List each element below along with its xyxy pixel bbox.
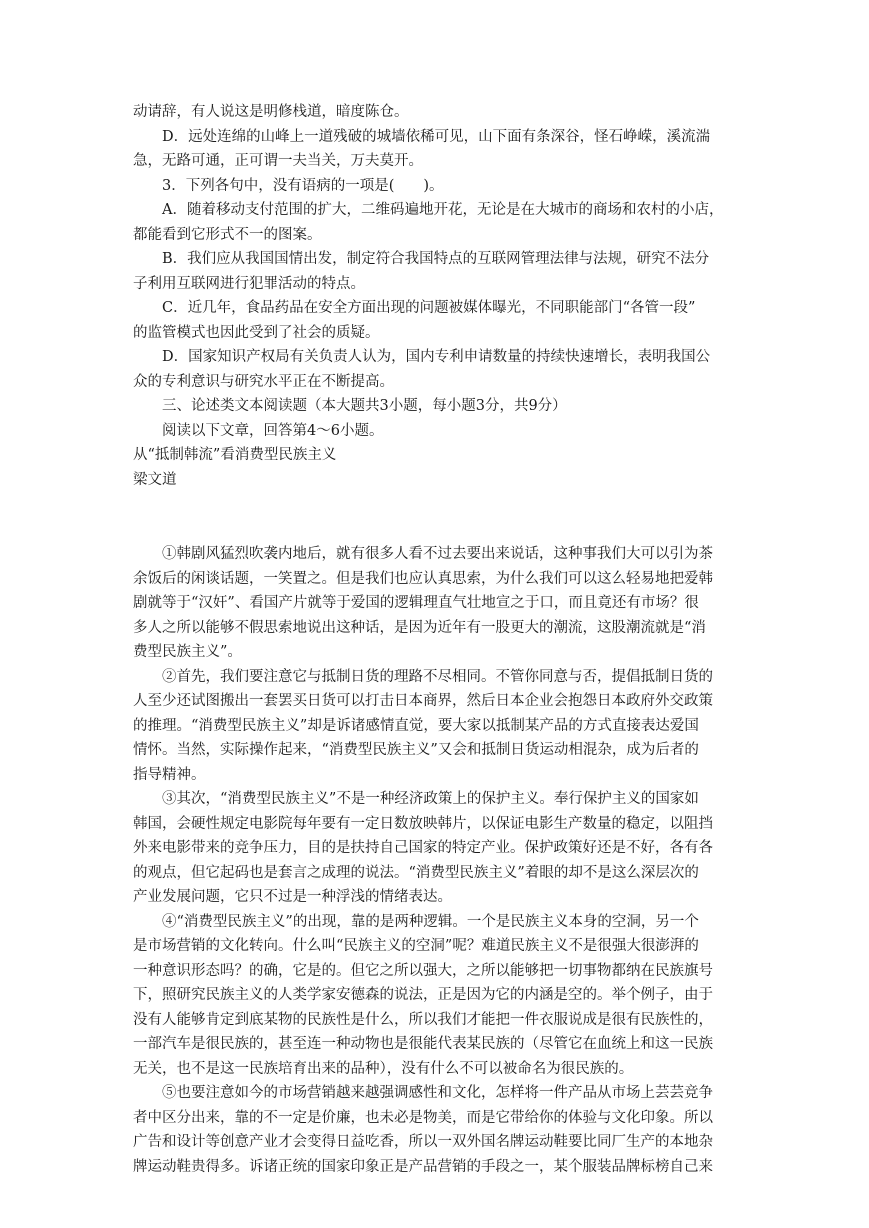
text-line: 是市场营销的文化转向。什么叫“民族主义的空洞”呢？难道民族主义不是很强大很澎湃的 xyxy=(133,938,699,954)
text-line: 人至少还试图搬出一套罢买日货可以打击日本商界，然后日本企业会抱怨日本政府外交政策 xyxy=(133,693,713,709)
text-line: 的观点，但它起码也是套言之成理的说法。“消费型民族主义”着眼的却不是这么深层次的 xyxy=(133,864,699,881)
text-line: 牌运动鞋贵得多。诉诸正统的国家印象正是产品营销的手段之一，某个服装品牌标榜自己来 xyxy=(133,1158,713,1175)
text-line: 一种意识形态吗？的确，它是的。但它之所以强大，之所以能够把一切事物都纳在民族旗号 xyxy=(133,962,713,979)
text-line: 的监管模式也因此受到了社会的质疑。 xyxy=(133,324,380,341)
article-body xyxy=(133,542,739,1179)
text-line: ③其次，“消费型民族主义”不是一种经济政策上的保护主义。奉行保护主义的国家如 xyxy=(162,791,699,807)
text-line: ①韩剧风猛烈吹袭内地后，就有很多人看不过去要出来说话，这种事我们大可以引为茶 xyxy=(162,546,713,562)
text-line: D．国家知识产权局有关负责人认为，国内专利申请数量的持续快速增长，表明我国公 xyxy=(162,349,711,365)
text-line: 的推理。“消费型民族主义”却是诉诸感情直觉，要大家以抵制某产品的方式直接表达爱国 xyxy=(133,717,699,734)
text-line: D．远处连绵的山峰上一道残破的城墙依稀可见，山下面有条深谷，怪石峥嵘，溪流湍 xyxy=(162,128,711,145)
text-line: 多人之所以能够不假思索地说出这种话，是因为近年有一股更大的潮流，这股潮流就是“消 xyxy=(133,619,706,636)
text-line: B．我们应从我国国情出发，制定符合我国特点的互联网管理法律与法规，研究不法分 xyxy=(162,251,710,267)
text-line: 外来电影带来的竞争压力，目的是扶持自己国家的特定产业。保护政策好还是不好，各有各 xyxy=(133,840,713,856)
text-line: 一部汽车是很民族的，甚至连一种动物也是很能代表某民族的（尽管它在血统上和这一民族 xyxy=(133,1036,713,1052)
text-line: 阅读以下文章，回答第4～6小题。 xyxy=(162,422,384,439)
text-line: 动请辞，有人说这是明修栈道，暗度陈仓。 xyxy=(133,104,409,120)
text-line: C．近几年，食品药品在安全方面出现的问题被媒体曝光，不同职能部门“各管一段” xyxy=(162,300,696,316)
text-line: 广告和设计等创意产业才会变得日益吃香，所以一双外国名牌运动鞋要比同厂生产的本地杂 xyxy=(133,1134,713,1150)
text-line: 众的专利意识与研究水平正在不断提高。 xyxy=(133,373,394,390)
text-line: 急，无路可通，正可谓一夫当关，万夫莫开。 xyxy=(133,153,423,169)
text-line: 子利用互联网进行犯罪活动的特点。 xyxy=(133,275,365,292)
text-line: A．随着移动支付范围的扩大，二维码遍地开花，无论是在大城市的商场和农村的小店， xyxy=(162,202,724,218)
text-line: 韩国，会硬性规定电影院每年要有一定日数放映韩片，以保证电影生产数量的稳定，以阻挡 xyxy=(133,815,713,832)
section-gap xyxy=(133,492,739,542)
text-line: 者中区分出来，靠的不一定是价廉，也未必是物美，而是它带给你的体验与文化印象。所以 xyxy=(133,1109,713,1126)
text-line: ②首先，我们要注意它与抵制日货的理路不尽相同。不管你同意与否，提倡抵制日货的 xyxy=(162,668,713,685)
text-line: 剧就等于“汉奸”、看国产片就等于爱国的逻辑理直气壮地宣之于口，而且竟还有市场？很 xyxy=(133,595,699,611)
text-line: 梁文道 xyxy=(133,471,177,488)
text-line: 三、论述类文本阅读题（本大题共3小题，每小题3分，共9分） xyxy=(162,398,567,414)
text-line: ⑤也要注意如今的市场营销越来越强调感性和文化，怎样将一件产品从市场上芸芸竞争 xyxy=(162,1085,713,1101)
document-page xyxy=(133,100,739,1179)
text-line: 没有人能够肯定到底某物的民族性是什么，所以我们才能把一件衣服说成是很有民族性的， xyxy=(133,1011,713,1028)
text-line: ④“消费型民族主义”的出现，靠的是两种逻辑。一个是民族主义本身的空洞，另一个 xyxy=(162,913,699,930)
text-line: 都能看到它形式不一的图案。 xyxy=(133,226,322,243)
text-line: 3．下列各句中，没有语病的一项是( )。 xyxy=(162,177,444,194)
text-line: 费型民族主义”。 xyxy=(133,644,242,660)
text-line: 情怀。当然，实际操作起来，“消费型民族主义”又会和抵制日货运动相混杂，成为后者的 xyxy=(133,742,699,758)
text-line: 指导精神。 xyxy=(133,766,206,783)
text-line: 从“抵制韩流”看消费型民族主义 xyxy=(133,447,337,463)
text-line: 无关，也不是这一民族培育出来的品种），没有什么不可以被命名为很民族的。 xyxy=(133,1060,634,1077)
text-line: 余饭后的闲谈话题，一笑置之。但是我们也应认真思索，为什么我们可以这么轻易地把爱韩 xyxy=(133,570,713,587)
exam-questions-section xyxy=(133,100,739,492)
text-line: 产业发展问题，它只不过是一种浮浅的情绪表达。 xyxy=(133,889,452,905)
text-line: 下，照研究民族主义的人类学家安德森的说法，正是因为它的内涵是空的。举个例子，由于 xyxy=(133,987,713,1003)
